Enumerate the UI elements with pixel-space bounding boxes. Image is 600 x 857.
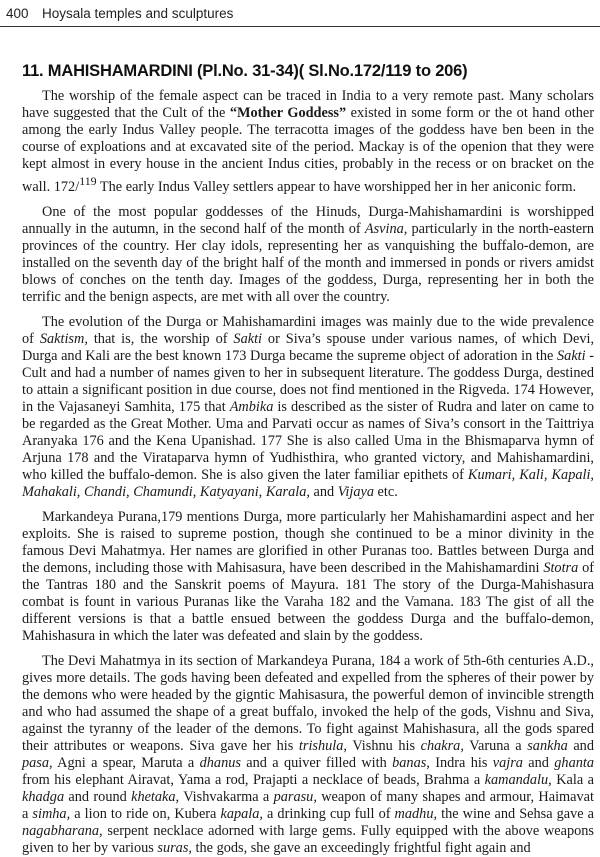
italic-term: Sakti [233,330,263,347]
running-head-title: Hoysala temples and sculptures [42,6,234,21]
italic-term: kamandalu, [484,771,552,788]
text-run: Agni a spear, Maruta a [52,754,200,771]
running-head [6,6,233,24]
italic-term: Stotra [543,559,579,576]
text-run: or Siva’s spouse under various names, of which Devi, Durga and Kali are the best known 173 Durga became the supreme object of adoration in the [22,330,595,364]
text-run: the gods, she gave an exceedingly frightful fight again and [191,839,531,856]
text-run: The evolution of the Durga or Mahishamardini images was mainly due to the wide prevalence of [22,313,594,347]
italic-term: madhu, [394,805,438,822]
text-run: of the Tantras 180 and the Sanskrit poems of Mayura. 181 The story of the Durga-Mahishasura combat is fount in various Puranas like the Varaha 182 and the Vamana. 183 The gist of all the different versions is that a battle ensued between the goddess Durga and the buffalo-demon, Mahishasura in which the later was defeated and slain by the goddess. [22,559,594,644]
text-run: and [309,483,338,500]
header-rule [0,26,600,27]
page-number: 400 [6,6,29,21]
italic-term: vajra [492,754,523,771]
paragraph [22,314,594,501]
text-run: is described as the sister of Rudra and later on came to be regarded as the Great Mother. Uma and Parvati occur as names of Siva’s consort in the Taittriya Aranyaka 176 and the Kena Upanishad. 177 She is also called Uma in the Bhismaparva hymn of Arjuna 178 and the Virataparva hymn of Yudhisthira, who granted victory, and Mahishamardini, who killed the buffalo-demon. She is also given the later familiar epithets of [22,398,594,483]
italic-term: chakra, [420,737,464,754]
text-run: Vishnu his [347,737,421,754]
paragraph [22,509,594,645]
text-run: One of the most popular goddesses of the Hinuds, Durga-Mahishamardini is worshipped annually in the autumn, in the second half of the month of [22,203,594,237]
italic-term: dhanus [199,754,241,771]
text-run: and [567,737,594,754]
italic-term: simha, [32,805,71,822]
text-run: a lion to ride on, Kubera [70,805,221,822]
italic-term: khadga [22,788,65,805]
footnote-reference: 119 [79,174,97,188]
italic-term: banas, [392,754,430,771]
bold-term: “Mother Goddess” [229,105,347,121]
text-run: serpent necklace adorned with large gems. Fully equipped with the above weapons given to her by various [22,822,594,856]
paragraph [22,88,594,196]
text-run: weapon of many shapes and armour, Haimavat a [22,788,594,822]
text-run: Indra his [429,754,493,771]
italic-term: Saktism, [39,330,88,347]
italic-term: Sakti [557,347,586,364]
text-run: that is, the worship of [87,330,234,347]
paragraph [22,653,594,857]
text-run: Vishvakarma a [179,788,274,805]
text-run: and a quiver filled with [240,754,393,771]
section-heading: 11. MAHISHAMARDINI (Pl.No. 31-34)( Sl.No.172/119 to 206) [22,62,468,80]
italic-term: Kumari, Kali, Kapali, Mahakali, Chandi, Chamundi, Katyayani, Karala, [22,466,595,500]
text-run: existed in some form or the ot hand other among the early Indus Valley people. The terracotta images of the goddess have ben been in the course of exploations and at excavated site of the period. Mackay is of the openion that they were kept almost in every house in the ancient Indus cities, probably in the recess or on bracket on the wall. 172/ [22,105,594,195]
italic-term: khetaka, [131,788,180,805]
text-run: Markandeya Purana,179 mentions Durga, more particularly her Mahishamardini aspect and her exploits. She is raised to supreme postion, though she continued to be a minor divinity in the famous Devi Mahatmya. Her names are glorified in other Puranas too. Battles between Durga and the demons, including those with Mahisasura, have been described in the Mahishamardini [22,508,594,576]
text-run: and round [64,788,132,805]
italic-term: parasu, [273,788,317,805]
italic-term: Asvina, [364,220,408,237]
italic-term: ghanta [554,754,594,771]
text-run: Kala a [551,771,595,788]
text-run: The Devi Mahatmya in its section of Markandeya Purana, 184 a work of 5th-6th centuries A.D., gives more details. The gods having been defeated and expelled from the spheres of their power by the demons who were headed by the gigntic Mahisasura, the powerful demon of invincible strength and who had assumed the shape of a great buffalo, invoked the help of the gods, Vishnu and Siva, against the tyranny of the leader of the demons. To fight against Mahishasura, all the gods spared their attributes or weapons. Siva gave her his [22,652,594,754]
italic-term: Ambika [229,398,274,415]
italic-term: nagabharana, [22,822,103,839]
text-run: - Cult and had a number of names given to her in subsequent literature. The goddess Durga, destined to attain a significant position in due course, does not find mentioned in the Rigveda. 174 However, in the Vajasaneyi Samhita, 175 that [22,347,594,415]
text-run: etc. [373,483,398,500]
paragraph [22,204,594,306]
body-text [22,88,594,857]
text-run: a drinking cup full of [262,805,395,822]
text-run: the wine and Sehsa gave a [437,805,595,822]
italic-term: kapala, [220,805,263,822]
italic-term: trishula, [298,737,347,754]
italic-term: Vijaya [337,483,374,500]
text-run: The worship of the female aspect can be traced in India to a very remote past. Many scholars have suggested that the Cult of the [22,88,594,121]
text-run: particularly in the north-eastern provinces of the country. Her clay idols, representing her as vanquishing the buffalo-demon, are installed on the seventh day of the bright half of the month and immersed in ponds or rivers amidst blows of conches on the tenth day. Images of the goddess, Durga, representing her in both the terrific and the benign aspects, are met with all over the country. [22,220,594,305]
text-run: The early Indus Valley settlers appear to have worshipped her in her aniconic form. [96,178,577,195]
italic-term: suras, [157,839,192,856]
text-run: from his elephant Airavat, Yama a rod, Prajapti a necklace of beads, Brahma a [22,771,485,788]
italic-term: pasa, [22,754,53,771]
text-run: Varuna a [463,737,528,754]
text-run: and [522,754,555,771]
italic-term: sankha [527,737,568,754]
